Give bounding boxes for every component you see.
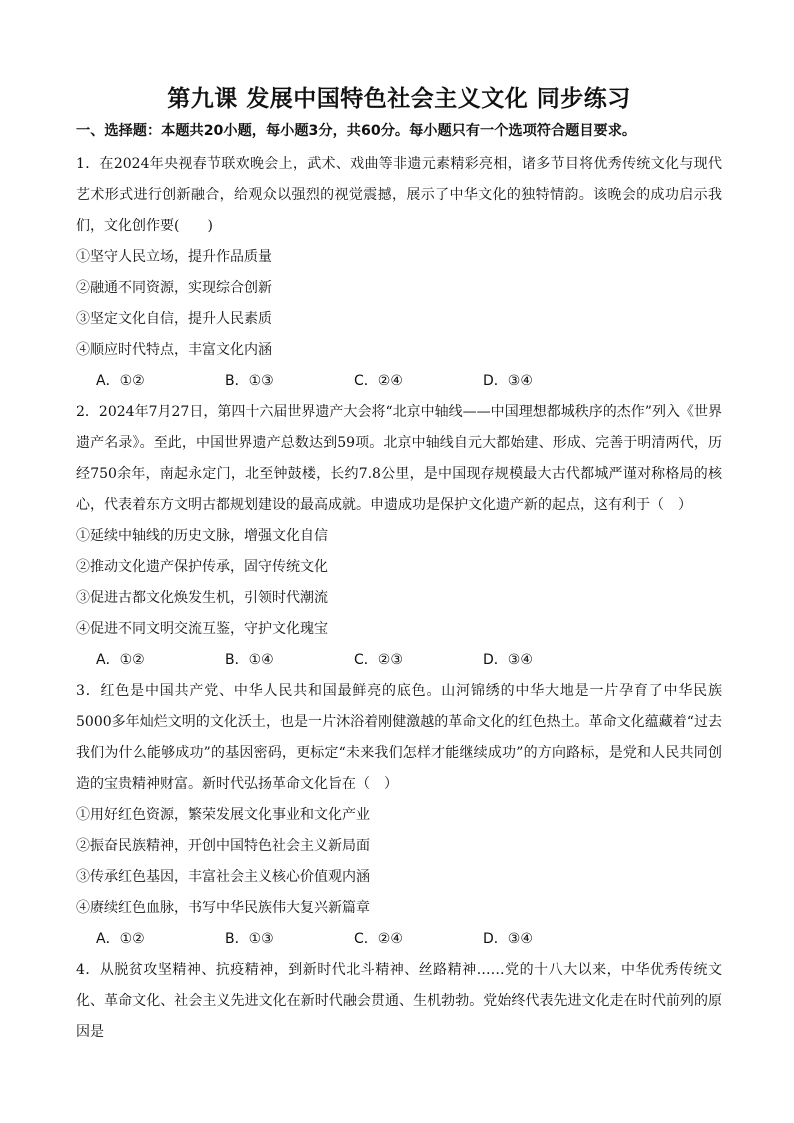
statement-option: ③促进古都文化焕发生机，引领时代潮流 xyxy=(76,590,328,606)
question-2 xyxy=(76,397,722,676)
section-heading: 一、选择题：本题共20小题，每小题3分，共60分。每小题只有一个选项符合题目要求。 xyxy=(76,123,637,139)
answer-choices xyxy=(76,366,722,397)
choice-c: C．②④ xyxy=(354,931,403,947)
answer-choices xyxy=(76,645,722,676)
statement-option: ④赓续红色血脉，书写中华民族伟大复兴新篇章 xyxy=(76,900,370,916)
choice-c: C．②③ xyxy=(354,652,403,668)
question-stem: 4．从脱贫攻坚精神、抗疫精神，到新时代北斗精神、丝路精神……党的十八大以来，中华优秀传统文化、革命文化、社会主义先进文化在新时代融会贯通、生机勃勃。党始终代表先进文化走在时代前列的原因是 xyxy=(76,962,722,1040)
statement-option: ②推动文化遗产保护传承，固守传统文化 xyxy=(76,559,328,575)
page-title: 第九课 发展中国特色社会主义文化 同步练习 xyxy=(167,86,631,112)
choice-d: D．③④ xyxy=(483,652,533,668)
statement-option: ③坚定文化自信，提升人民素质 xyxy=(76,311,272,327)
question-4 xyxy=(76,955,722,1048)
statement-option: ③传承红色基因，丰富社会主义核心价值观内涵 xyxy=(76,869,370,885)
question-1 xyxy=(76,149,722,397)
statement-option: ④促进不同文明交流互鉴，守护文化瑰宝 xyxy=(76,621,328,637)
question-stem: 2．2024年7月27日，第四十六届世界遗产大会将“北京中轴线——中国理想都城秩序的杰作”列入《世界遗产名录》。至此，中国世界遗产总数达到59项。北京中轴线自元大都始建、形成、完善于明清两代，历经750余年，南起永定门，北至钟鼓楼，长约7.8公里，是中国现存规模最大古代都城严谨对称格局的核心，代表着东方文明古都规划建设的最高成就。申遗成功是保护文化遗产新的起点，这有利于（ ） xyxy=(76,404,722,513)
question-stem: 3．红色是中国共产党、中华人民共和国最鲜亮的底色。山河锦绣的中华大地是一片孕育了中华民族5000多年灿烂文明的文化沃土，也是一片沐浴着刚健激越的革命文化的红色热土。革命文化蕴藏着“过去我们为什么能够成功”的基因密码，更标定“未来我们怎样才能继续成功”的方向路标，是党和人民共同创造的宝贵精神财富。新时代弘扬革命文化旨在（ ） xyxy=(76,683,722,792)
statement-option: ②振奋民族精神，开创中国特色社会主义新局面 xyxy=(76,838,370,854)
choice-c: C．②④ xyxy=(354,373,403,389)
statement-option: ②融通不同资源，实现综合创新 xyxy=(76,280,272,296)
choice-d: D．③④ xyxy=(483,373,533,389)
answer-choices xyxy=(76,924,722,955)
choice-b: B．①③ xyxy=(225,373,274,389)
statement-option: ①延续中轴线的历史文脉，增强文化自信 xyxy=(76,528,328,544)
choice-d: D．③④ xyxy=(483,931,533,947)
question-3 xyxy=(76,676,722,955)
statement-option: ④顺应时代特点，丰富文化内涵 xyxy=(76,342,272,358)
choice-a: A．①② xyxy=(96,931,145,947)
question-stem: 1．在2024年央视春节联欢晚会上，武术、戏曲等非遗元素精彩亮相，诸多节目将优秀传统文化与现代艺术形式进行创新融合，给观众以强烈的视觉震撼，展示了中华文化的独特情韵。该晚会的成功启示我们，文化创作要( ) xyxy=(76,156,722,234)
choice-b: B．①③ xyxy=(225,931,274,947)
choice-a: A．①② xyxy=(96,373,145,389)
choice-a: A．①② xyxy=(96,652,145,668)
statement-option: ①坚守人民立场，提升作品质量 xyxy=(76,249,272,265)
choice-b: B．①④ xyxy=(225,652,274,668)
statement-option: ①用好红色资源，繁荣发展文化事业和文化产业 xyxy=(76,807,370,823)
